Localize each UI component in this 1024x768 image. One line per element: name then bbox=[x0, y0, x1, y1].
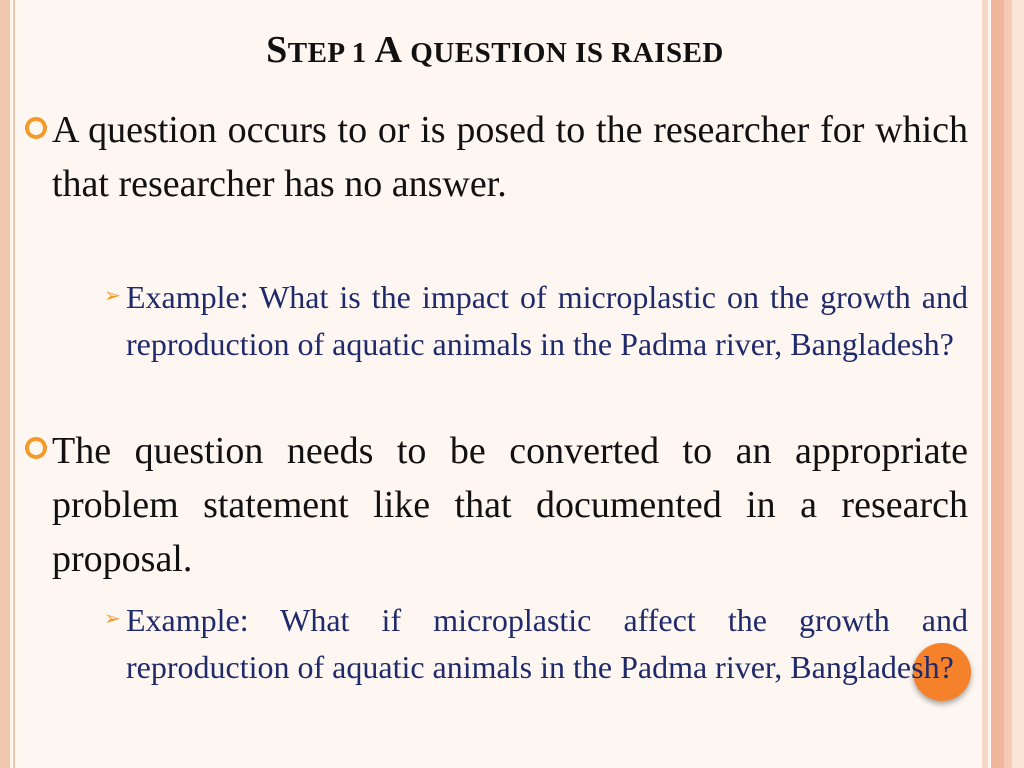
slide-title bbox=[90, 28, 900, 72]
title-initial: S bbox=[266, 29, 288, 71]
title-big-a: A bbox=[374, 29, 403, 71]
arrowhead-icon: ➢ bbox=[104, 285, 121, 307]
title-part-b: QUESTION IS RAISED bbox=[402, 37, 724, 69]
title-part-a: TEP 1 bbox=[287, 37, 375, 69]
right-border-decoration bbox=[982, 0, 1024, 768]
sub-bullet-2-text: Example: What if microplastic affect the growth and reproduction of aquatic animals in the Padma river, Bangladesh? bbox=[126, 602, 968, 685]
arrowhead-icon: ➢ bbox=[104, 608, 121, 630]
bullet-1-text: A question occurs to or is posed to the researcher for which that researcher has no answer. bbox=[52, 109, 968, 205]
ring-bullet-icon bbox=[25, 117, 47, 139]
ring-bullet-icon bbox=[25, 437, 47, 459]
left-border-line bbox=[13, 0, 15, 768]
left-border-decoration bbox=[0, 0, 10, 768]
sub-bullet-1-text: Example: What is the impact of microplastic on the growth and reproduction of aquatic animals in the Padma river, Bangladesh? bbox=[126, 279, 968, 362]
bullet-2-text: The question needs to be converted to an appropriate problem statement like that documented in a research proposal. bbox=[52, 430, 968, 580]
